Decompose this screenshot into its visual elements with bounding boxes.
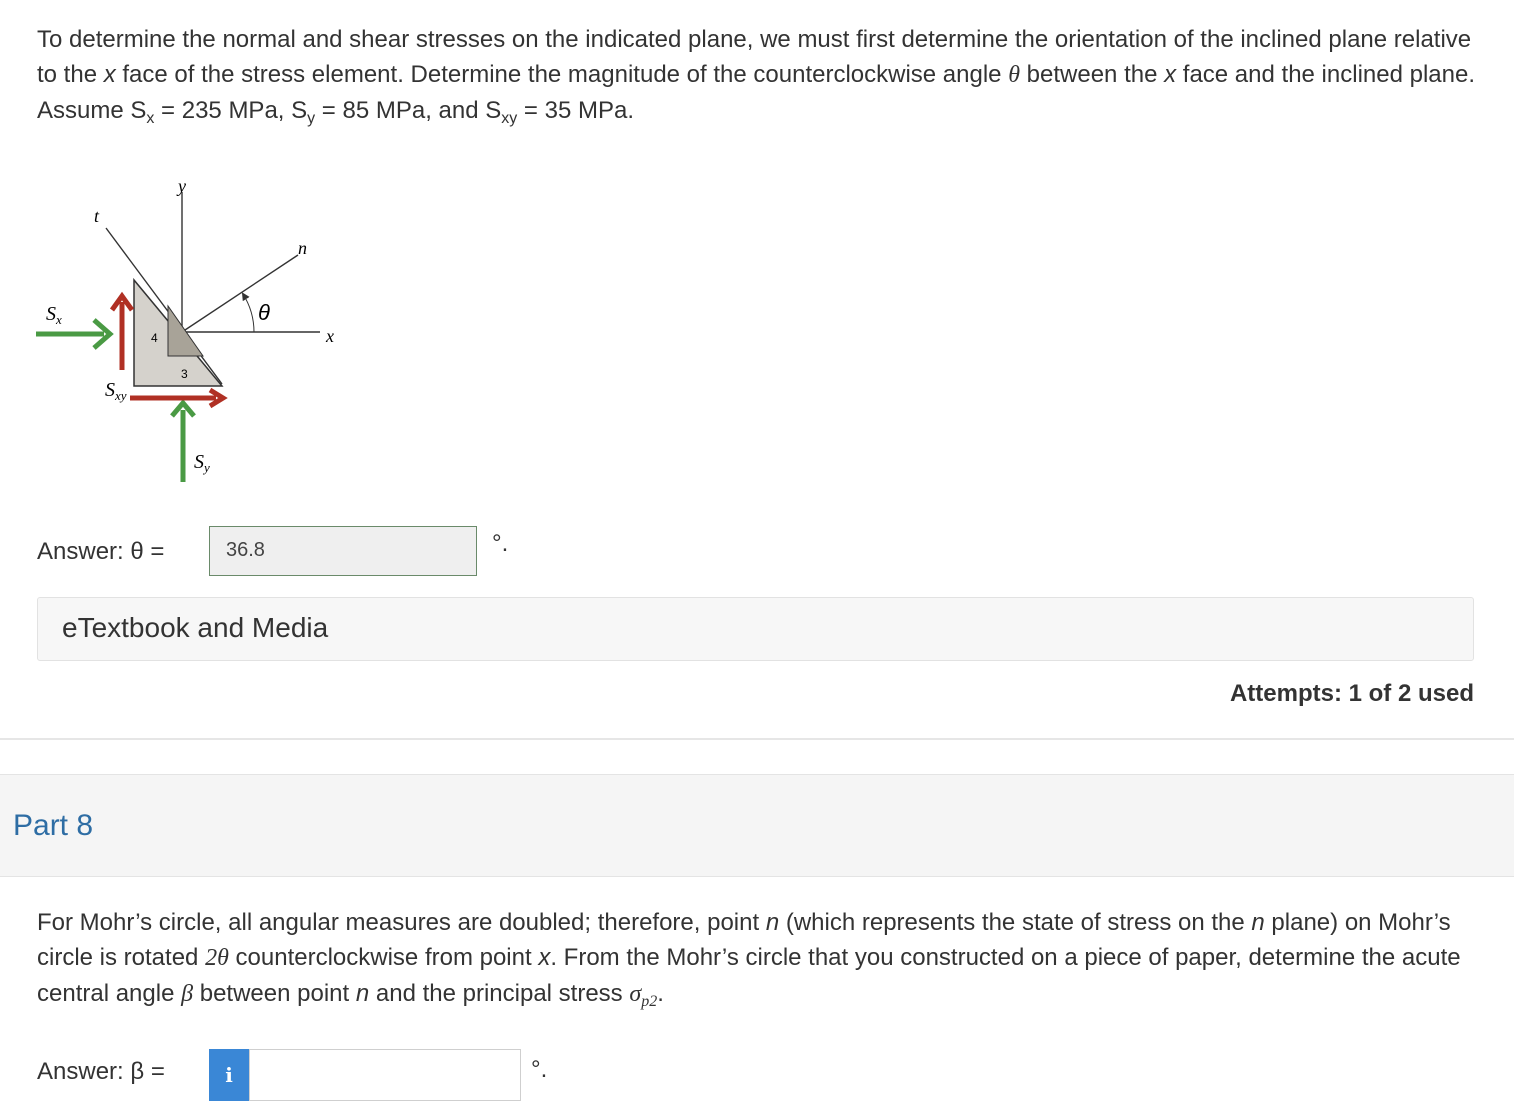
prompt-var-theta: θ [1008,62,1020,88]
part-title: Part 8 [13,809,94,842]
part-var-n: n [765,909,780,936]
label-sy: $S_y$ [194,451,210,475]
label-n: n [298,238,307,258]
part-text: between point [193,980,356,1007]
prompt-text: face and the inclined plane. Assume S [37,61,1475,124]
part-text: . From the Mohr’s circle that you constructed on a piece of paper, determine the acute central angle [37,944,1461,1007]
slope-triangle [168,306,203,356]
label-sxy: $S_{xy}$ [105,379,127,403]
label-sx: $S_x$ [46,303,62,327]
prompt-var-x: x [103,61,116,88]
answer-theta-unit: °. [492,530,509,557]
part-var-beta: β [181,981,194,1007]
answer-beta-label: Answer: β = [37,1058,165,1085]
attempts-counter: Attempts: 1 of 2 used [1229,680,1474,707]
part-var-n: n [355,980,370,1007]
part-text: counterclockwise from point [228,944,539,971]
answer-theta-row [37,526,509,578]
question-prompt [37,22,1477,128]
prompt-sub: x [146,110,155,127]
part-text: and the principal stress [369,980,630,1007]
prompt-sub: y [307,110,316,127]
part-text: . [657,980,664,1007]
part-var-2theta: 2θ [205,945,229,971]
label-theta: θ [258,300,270,325]
etextbook-media-label: eTextbook and Media [62,612,329,643]
part-text: plane) on Mohr’s circle is rotated [37,909,1451,971]
prompt-sub: xy [501,110,518,127]
prompt-text: = 35 MPa. [517,97,634,124]
prompt-text: = 85 MPa, and S [315,97,502,124]
part-var-n: n [1251,909,1265,936]
prompt-var-x: x [1164,61,1177,88]
answer-theta-input[interactable]: 36.8 [209,526,477,576]
prompt-text: between the [1020,61,1165,88]
etextbook-media-button[interactable] [37,597,1474,661]
answer-theta-label: Answer: θ = [37,538,165,565]
label-x: x [326,326,334,346]
part-var-x: x [538,944,551,971]
label-4: 4 [151,331,158,345]
stress-element-diagram [30,170,360,490]
label-3: 3 [181,367,188,381]
part-text: (which represents the state of stress on the [779,909,1252,936]
info-icon[interactable]: i [209,1049,249,1101]
answer-beta-input[interactable] [249,1049,521,1101]
part-question-text [37,905,1477,1012]
n-axis [182,255,298,332]
answer-beta-unit: °. [531,1056,548,1083]
prompt-text: face of the stress element. Determine the magnitude of the counterclockwise angle [115,61,1009,88]
label-t: t [94,206,100,226]
part-text: For Mohr’s circle, all angular measures are doubled; therefore, point [37,909,766,936]
part-header [0,774,1514,877]
label-y: y [178,176,186,196]
part-var-sigma: σ [629,981,642,1007]
section-divider [0,738,1514,740]
prompt-text: To determine the normal and shear stresses on the indicated plane, we must first determine the orientation of the inclined plane relative to the [37,26,1472,88]
theta-arc-icon [243,294,254,332]
part-var-sigma-sub: p2 [641,993,658,1010]
prompt-text: = 235 MPa, S [154,97,308,124]
